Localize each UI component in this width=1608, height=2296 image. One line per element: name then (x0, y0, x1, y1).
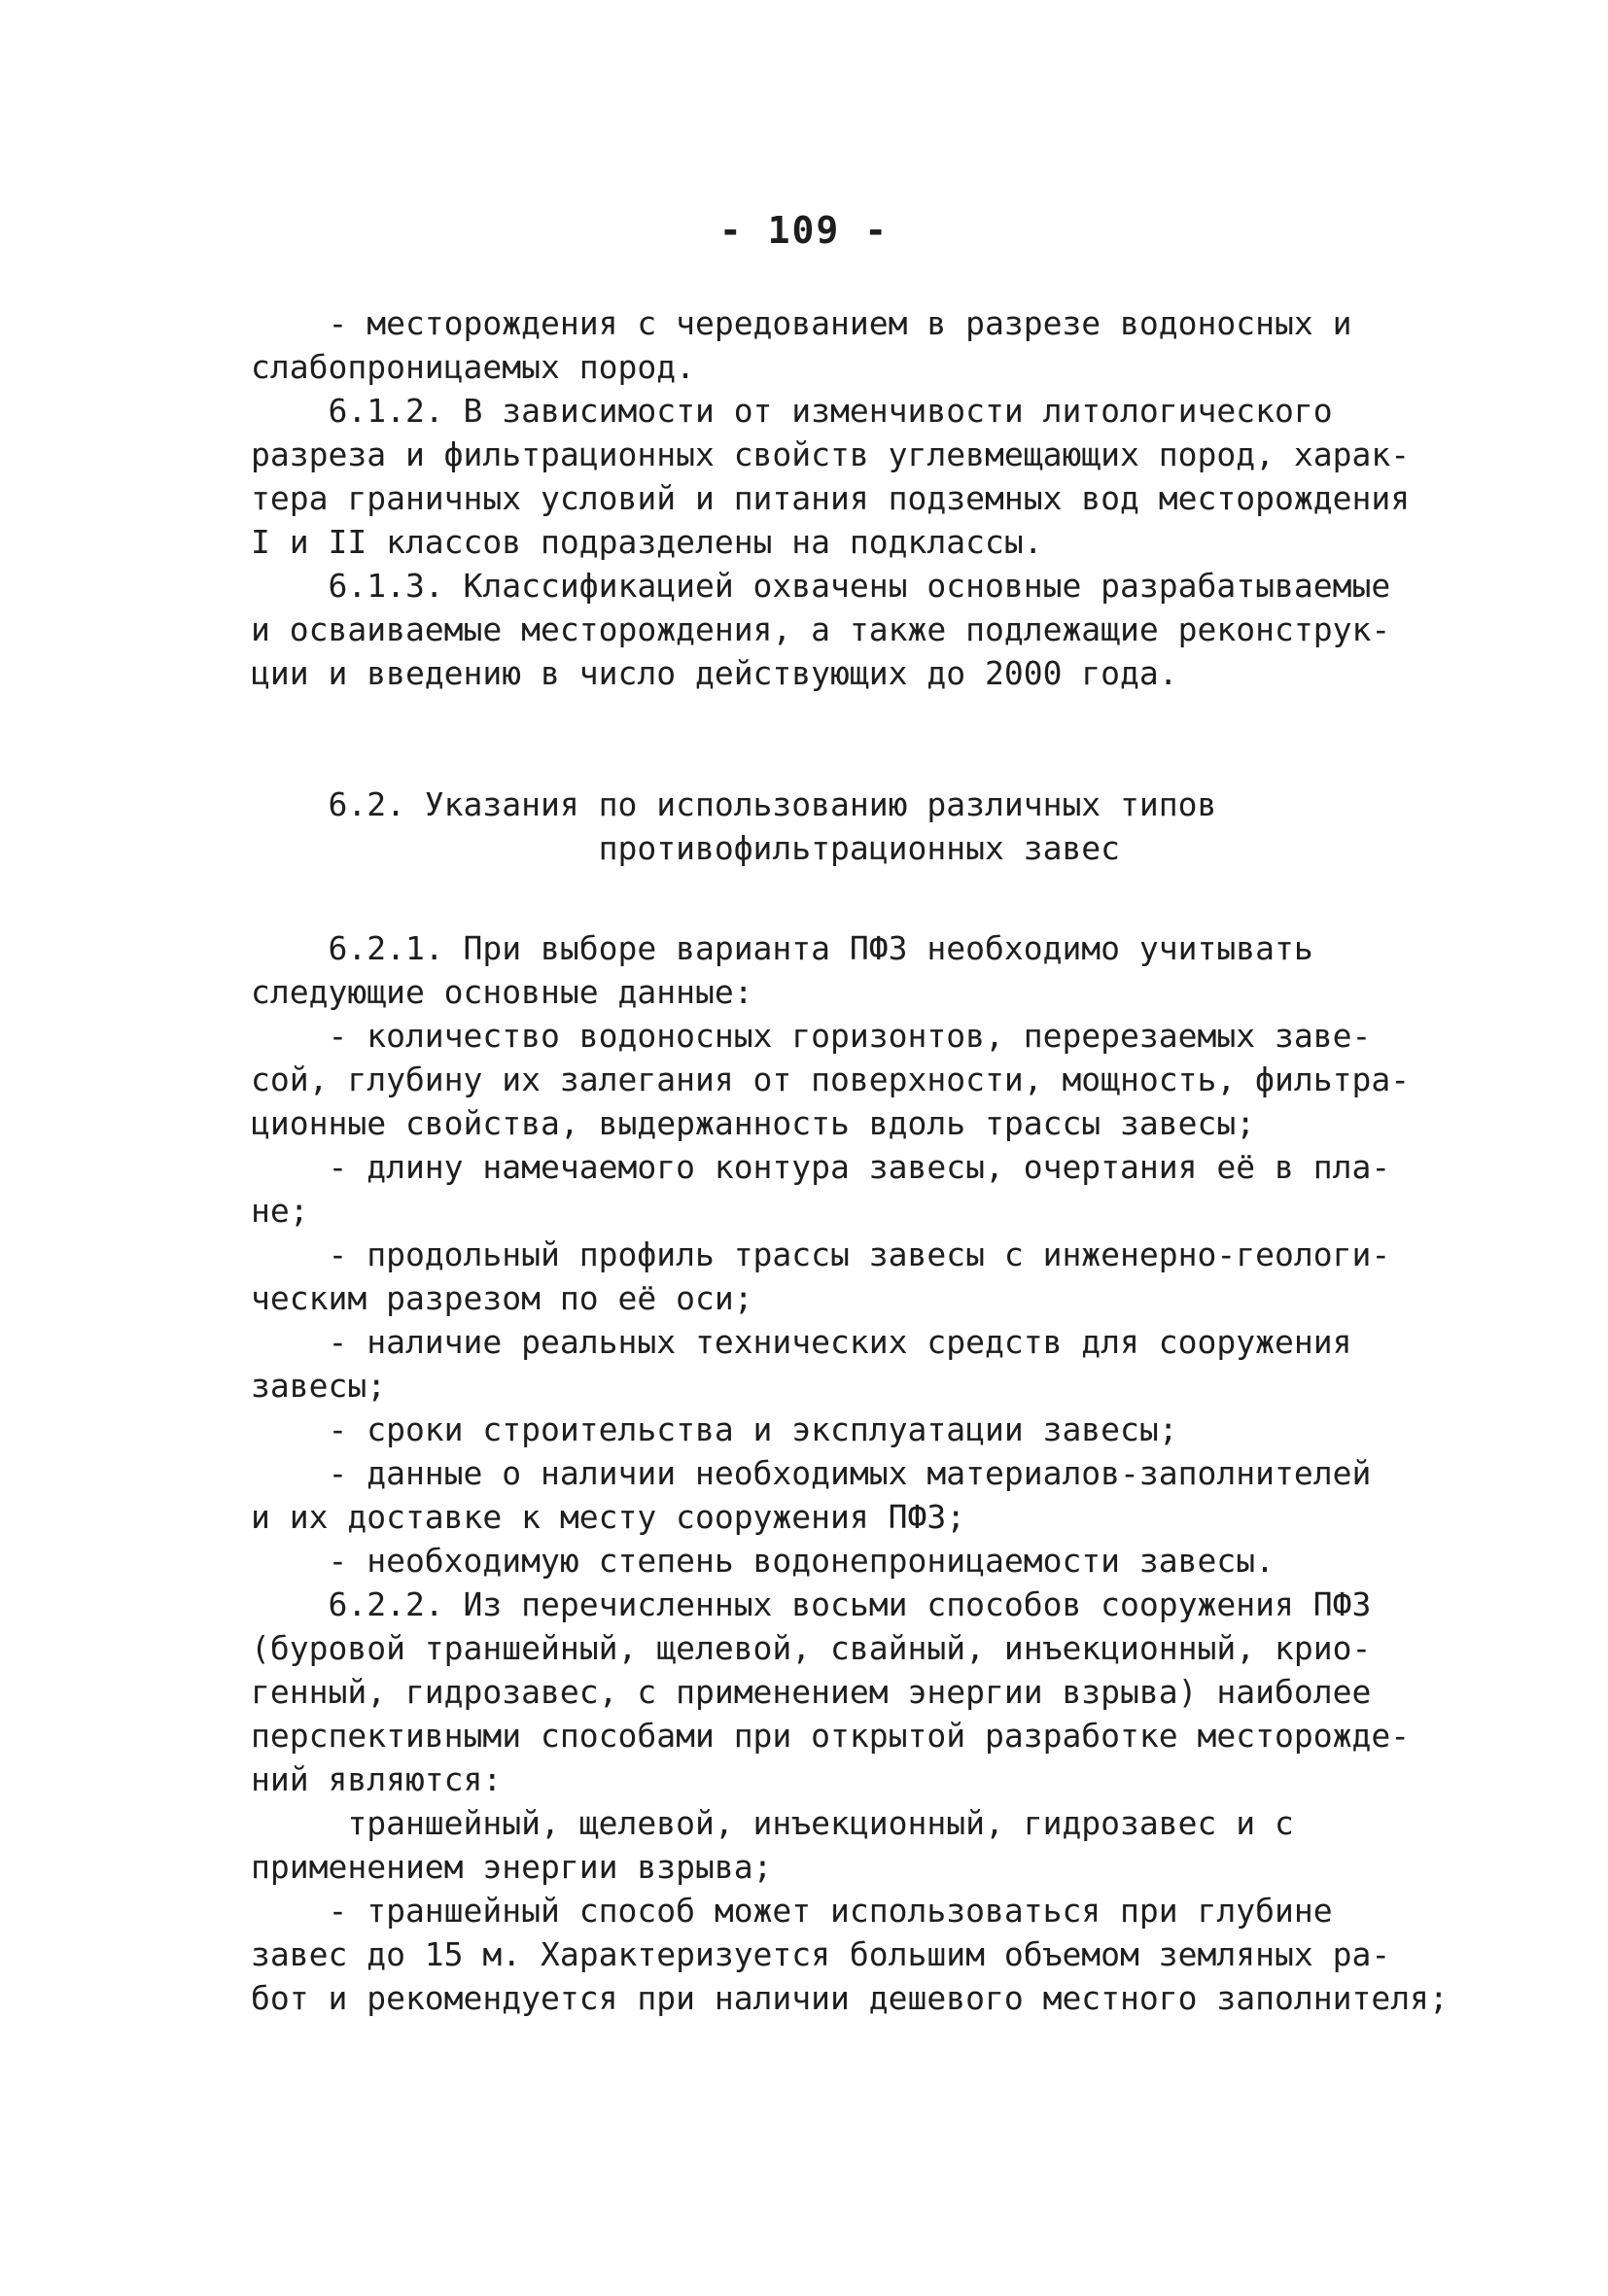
section-spacer (251, 870, 1398, 926)
text-line: не; (251, 1192, 309, 1230)
text-line: 6.1.3. Классификацией охвачены основные разрабатываемые (251, 567, 1391, 605)
text-line: ции и введению в число действующих до 2000 года. (251, 654, 1178, 692)
text-line: слабопроницаемых пород. (251, 348, 695, 386)
page-number: - 109 - (718, 209, 890, 252)
text-line: ний являются: (251, 1760, 503, 1798)
text-line: - траншейный способ может использоваться при глубине (251, 1892, 1333, 1930)
text-line: завесы; (251, 1367, 387, 1405)
body-text (251, 301, 1449, 2020)
text-line: сой, глубину их залегания от поверхности, мощность, фильтра- (251, 1061, 1411, 1098)
text-line: генный, гидрозавес, с применением энергии взрыва) наиболее (251, 1673, 1372, 1711)
text-line: - количество водоносных горизонтов, перерезаемых заве- (251, 1017, 1372, 1055)
section-heading: 6.2. Указания по использованию различных типов (251, 785, 1217, 823)
text-line: завес до 15 м. Характеризуется большим объемом земляных ра- (251, 1935, 1391, 1973)
text-line: 6.2.2. Из перечисленных восьми способов сооружения ПФЗ (251, 1585, 1372, 1623)
text-line: 6.1.2. В зависимости от изменчивости литологического (251, 392, 1333, 430)
text-line: - месторождения с чередованием в разрезе водоносных и (251, 304, 1352, 342)
text-line: ционные свойства, выдержанность вдоль трассы завесы; (251, 1104, 1256, 1142)
section-heading: противофильтрационных завес (251, 829, 1121, 867)
text-line: следующие основные данные: (251, 973, 753, 1011)
text-line: - наличие реальных технических средств для сооружения (251, 1323, 1352, 1361)
text-line: - сроки строительства и эксплуатации завесы; (251, 1410, 1178, 1448)
text-line: тера граничных условий и питания подземных вод месторождения (251, 479, 1411, 517)
section-spacer (251, 695, 1398, 783)
text-line: бот и рекомендуется при наличии дешевого местного заполнителя; (251, 1979, 1449, 2017)
text-line: 6.2.1. При выборе варианта ПФЗ необходимо учитывать (251, 929, 1313, 967)
text-line: и их доставке к месту сооружения ПФЗ; (251, 1498, 966, 1536)
text-line: (буровой траншейный, щелевой, свайный, инъекционный, крио- (251, 1629, 1372, 1667)
text-line: - данные о наличии необходимых материалов-заполнителей (251, 1454, 1372, 1492)
text-line: разреза и фильтрационных свойств углевмещающих пород, харак- (251, 435, 1411, 473)
text-line: - продольный профиль трассы завесы с инженерно-геологи- (251, 1235, 1391, 1273)
text-line: ческим разрезом по её оси; (251, 1279, 753, 1317)
text-line: - необходимую степень водонепроницаемости завесы. (251, 1542, 1275, 1580)
text-line: перспективными способами при открытой разработке месторожде- (251, 1717, 1411, 1755)
text-line: - длину намечаемого контура завесы, очертания её в пла- (251, 1148, 1391, 1186)
text-line: I и II классов подразделены на подклассы. (251, 523, 1043, 561)
text-line: и осваиваемые месторождения, а также подлежащие реконструк- (251, 610, 1391, 648)
text-line: применением энергии взрыва; (251, 1848, 773, 1886)
text-line: траншейный, щелевой, инъекционный, гидрозавес и с (251, 1804, 1294, 1842)
